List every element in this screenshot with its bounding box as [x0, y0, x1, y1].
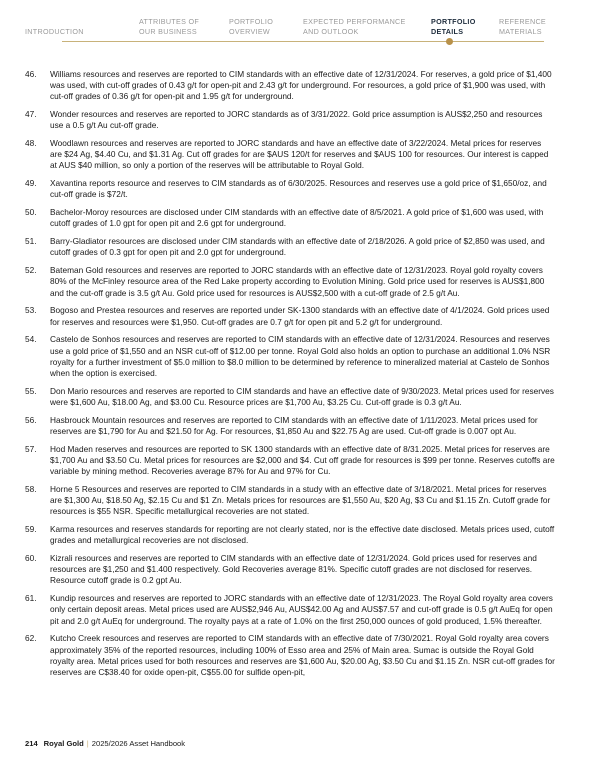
page-number: 214 — [25, 739, 38, 748]
footnote-number: 60. — [25, 553, 37, 564]
footnote-item — [25, 524, 555, 546]
footnote-number: 49. — [25, 178, 37, 189]
footnote-list — [25, 69, 555, 685]
nav-attributes-of-our-business[interactable]: ATTRIBUTES OF OUR BUSINESS — [139, 17, 200, 36]
footnote-item — [25, 265, 555, 298]
footnote-number: 50. — [25, 207, 37, 218]
footnote-text: Horne 5 Resources and reserves are reported to CIM standards in a study with an effective date of 3/18/2021. Metal prices for reserves are $1,300 Au, $18.50 Ag, $2.15 Cu and $1 Zn. Metals prices for resources are $1,550 Au, $20 Ag, $3 Cu and $1.15 Zn. Cutoff grade for resources is $55 NSR. Specific metallurgical recoveries are not stated. — [50, 483, 551, 517]
footnote-item — [25, 138, 555, 171]
footnote-number: 52. — [25, 265, 37, 276]
footnote-number: 57. — [25, 443, 37, 454]
footnote-number: 51. — [25, 236, 37, 247]
nav-divider-line — [62, 41, 544, 42]
footnote-number: 56. — [25, 414, 37, 425]
footnote-number: 55. — [25, 385, 37, 396]
footnote-text: Karma resources and reserves standards for reporting are not clearly stated, nor is the effective date disclosed. Metals prices used, cutoff grades and metallurgical recoveries are not disclosed. — [50, 524, 555, 546]
footnote-item — [25, 633, 555, 678]
footnote-item — [25, 109, 555, 131]
nav-introduction[interactable]: INTRODUCTION — [25, 26, 84, 36]
footnote-number: 61. — [25, 593, 37, 604]
footnote-item — [25, 484, 555, 517]
nav-expected-performance[interactable]: EXPECTED PERFORMANCE AND OUTLOOK — [303, 17, 406, 36]
footnote-text: Kizrali resources and reserves are reported to CIM standards with an effective date of 12/31/2024. Gold prices used for reserves and resources are $1,250 and $1.400 respectively. Gold Recoveries average 81%. Specific cutoff grades are not disclosed for reserves. Resource cutoff grade is 0.2 gpt Au. — [50, 553, 537, 586]
footnote-number: 48. — [25, 138, 37, 149]
active-section-marker — [446, 38, 453, 45]
footnote-item — [25, 415, 555, 437]
footnote-number: 53. — [25, 305, 37, 316]
footnote-text: Hod Maden reserves and resources are reported to SK 1300 standards with an effective date of 8/31.2025. Metal prices for reserves are $1,700 Au and $3.50 Cu. Metal prices for resources are $2,000 and $4. Cut off grade for resources is $99 per tonne. Reserves cutoffs are variable by mining method. Recoveries average 87% for Au and 97% for Cu. — [50, 443, 555, 477]
footnote-text: Bachelor-Moroy resources are disclosed under CIM standards with an effective date of 8/5/2021. A gold price of $1,600 was used, with cutoff grades of 1.0 gpt for open pit and 2.6 gpt for underground. — [50, 207, 544, 229]
footnote-text: Xavantina reports resource and reserves to CIM standards as of 6/30/2025. Resources and reserves use a gold price of $1,650/oz, and cut-off grade is $72/t. — [50, 178, 547, 200]
footnote-item — [25, 178, 555, 200]
footer-brand: Royal Gold — [43, 739, 84, 748]
nav-portfolio-details[interactable]: PORTFOLIO DETAILS — [431, 17, 476, 36]
footnote-item — [25, 236, 555, 258]
footnote-number: 54. — [25, 334, 37, 345]
footnote-text: Bogoso and Prestea resources and reserves are reported under SK-1300 standards with an effective date of 4/1/2024. Gold prices used for reserves and resources were $1,950. Cut-off grades are 0.7 g/t for open pit and 5.2 g/t for underground. — [50, 305, 550, 327]
footnote-number: 59. — [25, 524, 37, 535]
footnote-text: Woodlawn resources and reserves are reported to JORC standards and have an effective date of 3/22/2024. Metal prices for reserves are $24 Ag, $4.40 Cu, and $1.31 Ag. Cut off grades for are $AUS 120/t for reserves and $AUS 100 for resources. Our interest is capped at AUS $40 million, so only a portion of the reserves will be attributable to Royal Gold. — [50, 138, 549, 171]
footnote-item — [25, 593, 555, 626]
nav-reference-materials[interactable]: REFERENCE MATERIALS — [499, 17, 547, 36]
footnote-text: Barry-Gladiator resources are disclosed under CIM standards with an effective date of 2/18/2026. A gold price of $2,850 was used, and cutoff grades of 0.3 gpt for open pit and 2.0 gpt for underground. — [50, 236, 545, 258]
nav-portfolio-overview[interactable]: PORTFOLIO OVERVIEW — [229, 17, 274, 36]
footnote-text: Hasbrouck Mountain resources and reserves are reported to CIM standards with an effective date of 1/11/2023. Metal prices used for reserves are $1,790 for Au and $21.50 for Ag. For resources, $1,850 Au and $22.75 Ag are used. Cut-off grade is 0.007 opt Au. — [50, 414, 538, 436]
footnote-text: Kutcho Creek resources and reserves are reported to CIM standards with an effective date of 7/30/2021. Royal Gold royalty area covers approximately 35% of the reported resources, including 100% of Esso area and 25% of Main area. Sumac is outside the Royal Gold royalty area. Metal prices used for both resources and reserves are $1,600 Au, $20.00 Ag, $3.50 Cu and $1.15 Zn. NSR cut-off grades for reserves are C$38.40 for oxide open-pit, C$55.00 for sulfide open-pit, — [50, 633, 555, 677]
footnote-number: 46. — [25, 69, 37, 79]
footnote-text: Castelo de Sonhos resources and reserves are reported to CIM standards with an effective date of 12/31/2024. Resources and reserves use a gold price of $1,550 and an NSR cut-off of $12.00 per tonne. Royal Gold also holds an option to purchase an additional 1.0% NSR royalty for a further investment of $5.0 million to $8.0 million to be determined by reference to mineralized material at Castelo de Sonhos when the option is exercised. — [50, 334, 551, 378]
footnote-item — [25, 444, 555, 477]
section-navigation — [0, 0, 600, 60]
footer-separator: | — [86, 739, 89, 748]
footnote-number: 47. — [25, 109, 37, 120]
footnote-number: 62. — [25, 633, 37, 644]
footnote-text: Kundip resources and reserves are reported to JORC standards with an effective date of 12/31/2023. The Royal Gold royalty area covers only certain deposit areas. Metal prices used are AUS$2,946 Au, AUS$42.00 Ag and AUS$7.57 and cut-off grade is 0.5 g/t AuEq for open pit and 2.0 g/t AuEq for underground. The royalty pays at a rate of 1.0% on the first 250,000 ounces of gold produced, 1.5% thereafter. — [50, 593, 553, 626]
footnote-item — [25, 207, 555, 229]
footnote-item — [25, 69, 555, 102]
footnote-text: Don Mario resources and reserves are reported to CIM standards and have an effective date of 9/30/2023. Metal prices used for reserves were $1,600 Au, $18.00 Ag, and $3.00 Cu. Resource prices are $1,700 Au, $3.25 Cu. Cut-off grade is 0.3 g/t Au. — [50, 385, 554, 407]
footnote-item — [25, 334, 555, 379]
footer-document-title: 2025/2026 Asset Handbook — [91, 739, 186, 748]
page-footer — [25, 739, 185, 748]
footnote-item — [25, 553, 555, 586]
footnote-item — [25, 305, 555, 327]
footnote-text: Bateman Gold resources and reserves are reported to JORC standards with an effective date of 12/31/2023. Royal gold royalty covers 80% of the McFinley resource area of the Red Lake property according to Evolution Mining. Gold price used for reserves is AUS$1,800 and the cut-off grade is 3.5 g/t Au. Gold price used for resources is AUS$2,500 with a cut-off grade of 2.5 g/t Au. — [50, 265, 545, 298]
footnote-text: Wonder resources and reserves are reported to JORC standards as of 3/31/2022. Gold price assumption is AUS$2,250 and resources use a 0.5 g/t Au cut-off grade. — [50, 109, 543, 131]
footnote-number: 58. — [25, 483, 37, 494]
footnote-text: Williams resources and reserves are reported to CIM standards with an effective date of 12/31/2024. For reserves, a gold price of $1,400 was used, with cut-off grades of 0.43 g/t for open-pit and 2.43 g/t for underground. For resources, a gold price of $1,900 was used, with cut-off grades of 0.36 g/t for open-pit and 1.95 g/t for underground. — [50, 69, 552, 102]
footnote-item — [25, 386, 555, 408]
